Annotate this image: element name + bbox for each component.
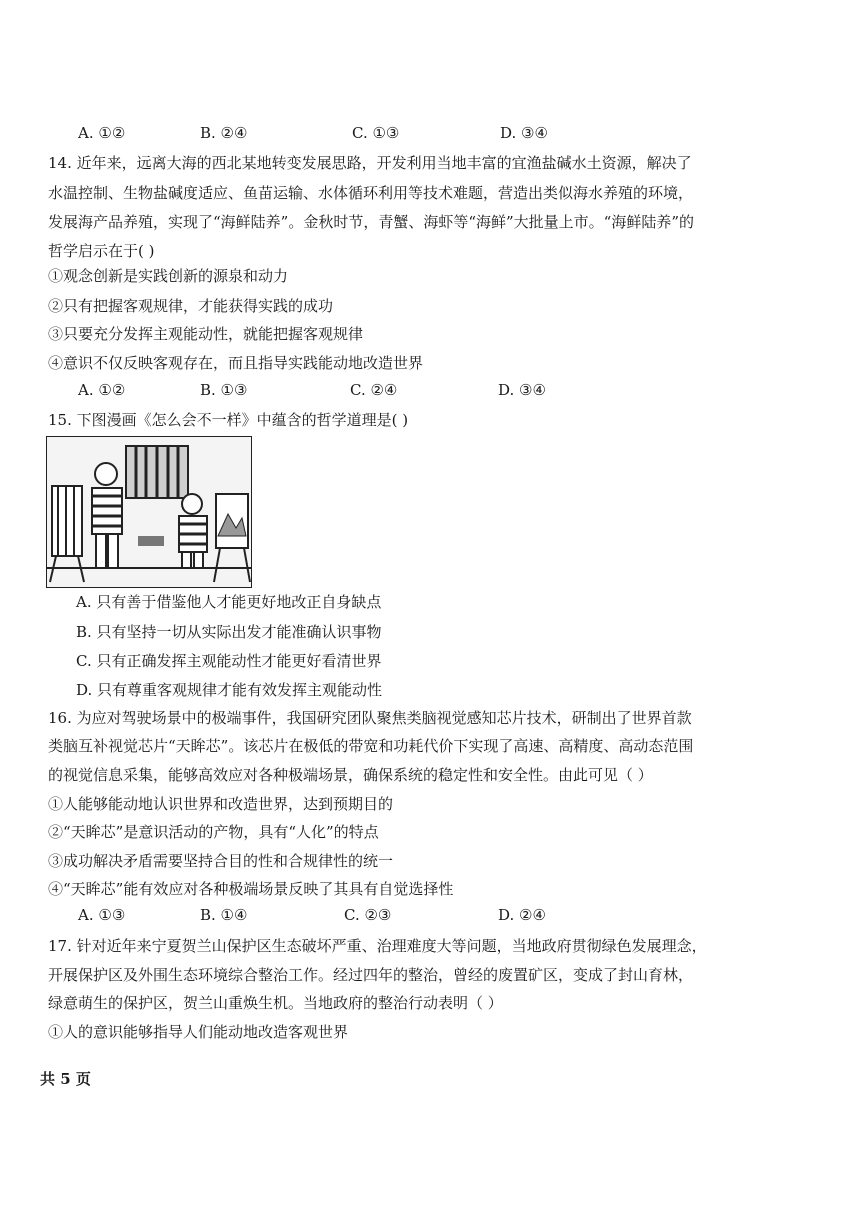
q14-stem-line: 发展海产品养殖，实现了“海鲜陆养”。金秋时节，青蟹、海虾等“海鲜”大批量上市。“海鲜陆养”的 xyxy=(48,213,695,231)
q16-statement: ①人能够能动地认识世界和改造世界，达到预期目的 xyxy=(48,795,394,813)
q16-stem-line: 的视觉信息采集，能够高效应对各种极端场景，确保系统的稳定性和安全性。由此可见（ ） xyxy=(48,766,653,784)
q14-stem-line: 水温控制、生物盐碱度适应、鱼苗运输、水体循环利用等技术难题，营造出类似海水养殖的环境， xyxy=(48,184,694,202)
q16-option-b: B. ①④ xyxy=(200,906,248,924)
q14-statement: ③只要充分发挥主观能动性，就能把握客观规律 xyxy=(48,325,364,343)
q14-option-c: C. ②④ xyxy=(350,381,398,399)
q14-statement: ①观念创新是实践创新的源泉和动力 xyxy=(48,267,289,285)
q14-stem-line: 哲学启示在于( ) xyxy=(48,242,155,260)
q14-stem-line: 14. 近年来，远离大海的西北某地转变发展思路，开发利用当地丰富的宜渔盐碱水土资源，解决了 xyxy=(48,154,692,172)
q14-statement: ②只有把握客观规律，才能获得实践的成功 xyxy=(48,297,334,315)
page-count-footer: 共 5 页 xyxy=(40,1070,91,1088)
q17-stem-line: 17. 针对近年来宁夏贺兰山保护区生态破坏严重、治理难度大等问题，当地政府贯彻绿色发展理念， xyxy=(48,937,707,955)
q13-option-a: A. ①② xyxy=(78,124,126,142)
q13-option-b: B. ②④ xyxy=(200,124,248,142)
q13-option-d: D. ③④ xyxy=(500,124,548,142)
q15-option-d: D. 只有尊重客观规律才能有效发挥主观能动性 xyxy=(76,681,383,699)
q17-stem-line: 绿意萌生的保护区，贺兰山重焕生机。当地政府的整治行动表明（ ） xyxy=(48,994,503,1012)
q16-statement: ②“天眸芯”是意识活动的产物，具有“人化”的特点 xyxy=(48,823,379,841)
q14-option-a: A. ①② xyxy=(78,381,126,399)
q13-option-c: C. ①③ xyxy=(352,124,400,142)
q16-stem-line: 16. 为应对驾驶场景中的极端事件，我国研究团队聚焦类脑视觉感知芯片技术，研制出了世界首款 xyxy=(48,709,692,727)
q14-option-d: D. ③④ xyxy=(498,381,546,399)
q15-option-c: C. 只有正确发挥主观能动性才能更好看清世界 xyxy=(76,652,382,670)
q15-option-a: A. 只有善于借鉴他人才能更好地改正自身缺点 xyxy=(76,593,382,611)
q16-option-c: C. ②③ xyxy=(344,906,392,924)
q17-statement: ①人的意识能够指导人们能动地改造客观世界 xyxy=(48,1023,349,1041)
q15-option-b: B. 只有坚持一切从实际出发才能准确认识事物 xyxy=(76,623,382,641)
q17-stem-line: 开展保护区及外围生态环境综合整治工作。经过四年的整治，曾经的废置矿区，变成了封山育林， xyxy=(48,966,694,984)
q16-statement: ③成功解决矛盾需要坚持合目的性和合规律性的统一 xyxy=(48,852,394,870)
q16-options xyxy=(0,906,860,926)
cartoon-image xyxy=(46,436,252,588)
q14-option-b: B. ①③ xyxy=(200,381,248,399)
q13-options xyxy=(0,124,860,144)
q16-statement: ④“天眸芯”能有效应对各种极端场景反映了其具有自觉选择性 xyxy=(48,880,454,898)
q14-options xyxy=(0,381,860,401)
q15-stem: 15. 下图漫画《怎么会不一样》中蕴含的哲学道理是( ) xyxy=(48,411,409,429)
q14-statement: ④意识不仅反映客观存在，而且指导实践能动地改造世界 xyxy=(48,354,424,372)
q16-option-a: A. ①③ xyxy=(78,906,126,924)
q16-stem-line: 类脑互补视觉芯片“天眸芯”。该芯片在极低的带宽和功耗代价下实现了高速、高精度、高动态范围 xyxy=(48,737,694,755)
q16-option-d: D. ②④ xyxy=(498,906,546,924)
